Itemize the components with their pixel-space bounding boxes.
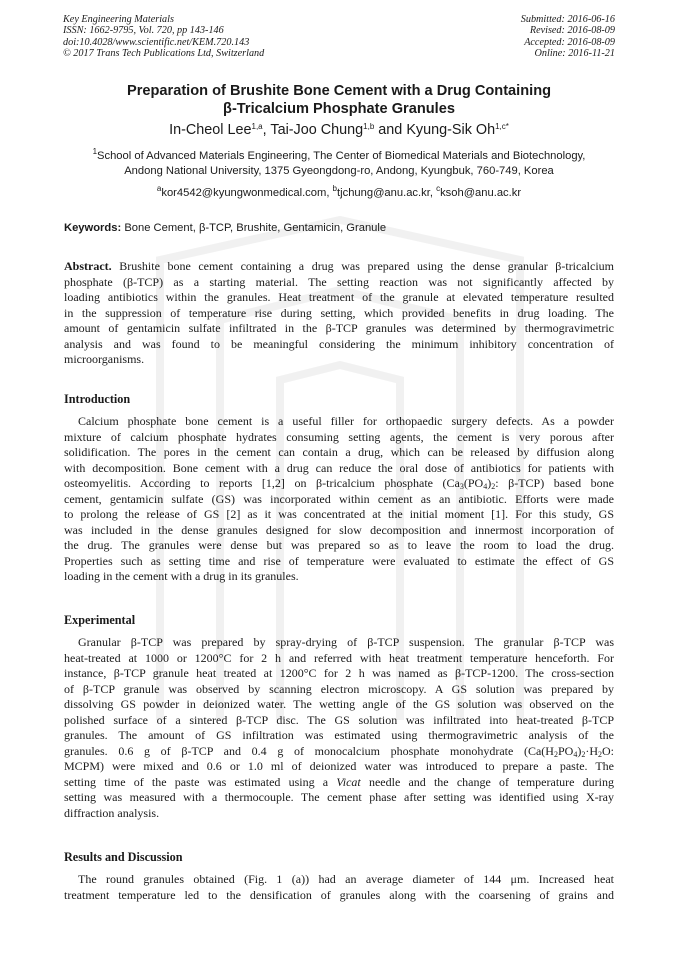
subscript: 4 (573, 749, 578, 759)
intro-line: mixture of calcium phosphate hydrates consuming setting agents, the cement is very porous after (64, 429, 614, 444)
affiliation-line-2: Andong National University, 1375 Gyeongdong-ro, Andong, Kyungbuk, 760-749, Korea (124, 165, 554, 177)
intro-line: with decomposition. Bone cement with a drug can reduce the oral dose of antibiotics for patients with (64, 460, 614, 475)
results-heading: Results and Discussion (64, 850, 183, 864)
email-c-marker: c (436, 184, 441, 193)
email-b[interactable]: tjchung@anu.ac.kr, (337, 187, 433, 199)
abstract (64, 259, 614, 368)
exp-line: MCPM) were mixed and 0.6 or 1.0 ml of deionized water was introduced to prepare a paste. The (64, 759, 614, 773)
exp-line: of β-TCP granule was observed by scanning electron microscopy. A GS solution was prepared by (64, 681, 614, 696)
author-2-affil: 1,b (363, 122, 375, 131)
intro-line: solidification. The pores in the cement can contain a drug, which can be released by diffusion along (64, 445, 614, 459)
intro-line: loading in the cement with a drug in its granules. (64, 569, 299, 583)
abstract-line: analysis and was found to be meaningful considering the minimum inhibitory concentration of (64, 336, 614, 351)
vicat-term: Vicat (336, 774, 361, 789)
intro-line-formula: osteomyelitis. According to reports [1,2] on β-tricalcium phosphate ($Ca_3(PO_4)_2$: β-TCP) based bone (64, 476, 614, 491)
author-and: and (378, 122, 403, 138)
intro-text: osteomyelitis. According to reports [1,2] on β-tricalcium phosphate (Ca (64, 476, 460, 490)
exp-line-formula: granules. 0.6 g of β-TCP and 0.4 g of monocalcium phosphate monohydrate ($Ca(H_2PO_4)_2\cdot H_2O$: (64, 743, 614, 759)
subscript: 3 (459, 482, 464, 491)
exp-line: setting was measured with a thermocouple. The cement phase after setting was identified using X-ray (64, 790, 614, 804)
intro-line: Properties such as setting time and rise of temperature were evaluated to estimate the effect of GS (64, 553, 614, 568)
abstract-line: loading antibiotics within the granules. Heat treatment of the granule at elevated temperature resulted (64, 290, 614, 304)
title-line-2: β-Tricalcium Phosphate Granules (223, 101, 455, 117)
date-accepted: Accepted: 2016-08-09 (524, 36, 615, 48)
submission-dates (521, 14, 615, 60)
journal-doi: doi:10.4028/www.scientific.net/KEM.720.143 (63, 36, 250, 48)
intro-line: cement, gentamicin sulfate (GS) was incorporated within cement as an antibiotic. Efforts were made (64, 491, 614, 506)
abstract-line: in the suppression of temperature rise during setting, which provided benefits in drug loading. The (64, 305, 614, 320)
subscript: 2 (598, 749, 602, 759)
exp-text: O: (602, 743, 614, 758)
date-revised: Revised: 2016-08-09 (529, 25, 615, 37)
exp-text: granules. 0.6 g of β-TCP and 0.4 g of monocalcium phosphate monohydrate (Ca(H (64, 743, 554, 758)
affiliation (40, 149, 638, 179)
subscript: 2 (491, 482, 496, 491)
keywords-label: Keywords: (64, 222, 122, 234)
exp-text: setting time of the paste was estimated using a (64, 774, 337, 789)
intro-line: was included in the dense granules designed for slow decomposition and innermost incorporation of (64, 522, 614, 537)
abstract-line: Brushite bone cement containing a drug was prepared using the dense granular β-tricalcium (119, 259, 614, 273)
subscript: 2 (581, 749, 586, 759)
exp-text: ·H (585, 743, 598, 758)
intro-line: the drug. The granules were dense but was prepared so as to leave the room to load the drug. (64, 538, 614, 552)
exp-text: needle and the change of temperature during (360, 774, 614, 789)
abstract-line: amount of gentamicin sulfate infiltrated in the β-TCP granules was determined by thermogravimetric (64, 321, 614, 335)
results-line: treatment temperature led to the densification of granules along with the coarsening of grains and (64, 887, 614, 902)
subscript: 4 (483, 482, 488, 491)
author-3: Kyung-Sik Oh (406, 122, 496, 138)
experimental-heading: Experimental (64, 613, 136, 627)
affiliation-marker: 1 (92, 147, 98, 156)
title-line-1: Preparation of Brushite Bone Cement with a Drug Containing (126, 83, 552, 99)
author-2: Tai-Joo Chung (270, 122, 364, 138)
introduction-heading: Introduction (64, 392, 131, 406)
email-b-marker: b (332, 184, 337, 193)
journal-issn: ISSN: 1662-9795, Vol. 720, pp 143-146 (63, 25, 224, 37)
email-list (40, 186, 638, 200)
paper-title (40, 82, 638, 118)
exp-line: Granular β-TCP was prepared by spray-drying of β-TCP suspension. The granular β-TCP was (78, 635, 614, 649)
intro-line: to prolong the release of GS [2] as it was concentrated at the initial moment [1]. For this study, GS (64, 507, 614, 521)
exp-line: instance, β-TCP granule heat treated at 1200°C for 2 h was named as β-TCP-1200. The cross-section (64, 666, 614, 680)
date-submitted: Submitted: 2016-06-16 (520, 14, 615, 25)
exp-text: PO (557, 743, 574, 758)
exp-line-vicat (64, 775, 614, 791)
date-online: Online: 2016-11-21 (534, 48, 615, 60)
exp-line: polished surface of a sintered β-TCP disc. The GS solution was infiltrated into heat-treated β-TCP (64, 712, 614, 727)
exp-line: diffraction analysis. (64, 805, 160, 820)
introduction-body (64, 414, 614, 585)
affiliation-line-1: School of Advanced Materials Engineering, The Center of Biomedical Materials and Biotechnology, (97, 150, 586, 162)
author-list: In-Cheol Lee$^{1,a}$, Tai-Joo Chung$^{1,b}$ and Kyung-Sik $Oh^{1,c*}$ (169, 122, 509, 138)
author-1: In-Cheol Lee (169, 122, 252, 138)
author-1-affil: 1,a (251, 122, 263, 131)
experimental-body (64, 635, 614, 821)
journal-info (63, 14, 264, 60)
exp-line: granules. The amount of GS infiltration was estimated using thermogravimetric analysis of the (64, 728, 614, 742)
subscript: 2 (553, 749, 558, 759)
journal-copyright: © 2017 Trans Tech Publications Ltd, Switzerland (63, 48, 265, 60)
author-3-affil: 1,c* (495, 122, 509, 131)
results-body (64, 872, 614, 903)
abstract-label: Abstract. (64, 259, 112, 273)
exp-line: dissolving GS powder in deionized water. The wetting angle of the GS solution was observed on the (64, 697, 614, 711)
abstract-line: phosphate (β-TCP) as a starting material. The setting reaction was not significantly affected by (64, 274, 614, 289)
abstract-line: microorganisms. (64, 352, 145, 366)
email-a[interactable]: kor4542@kyungwonmedical.com, (161, 187, 330, 199)
email-a-marker: a (156, 184, 162, 193)
journal-name: Key Engineering Materials (63, 14, 174, 25)
email-c[interactable]: ksoh@anu.ac.kr (440, 187, 522, 199)
keywords-text: Bone Cement, β-TCP, Brushite, Gentamicin, Granule (124, 222, 387, 234)
intro-text: : β-TCP) based bone (495, 476, 614, 490)
exp-line: heat-treated at 1000 or 1200°C for 2 h and referred with heat treatment temperature henceforth. For (64, 650, 614, 665)
results-line: The round granules obtained (Fig. 1 (a)) had an average diameter of 144 μm. Increased heat (78, 872, 614, 886)
intro-line: Calcium phosphate bone cement is a useful filler for orthopaedic surgery defects. As a powder (78, 414, 614, 428)
keywords (64, 221, 614, 235)
intro-text: (PO (463, 476, 484, 490)
